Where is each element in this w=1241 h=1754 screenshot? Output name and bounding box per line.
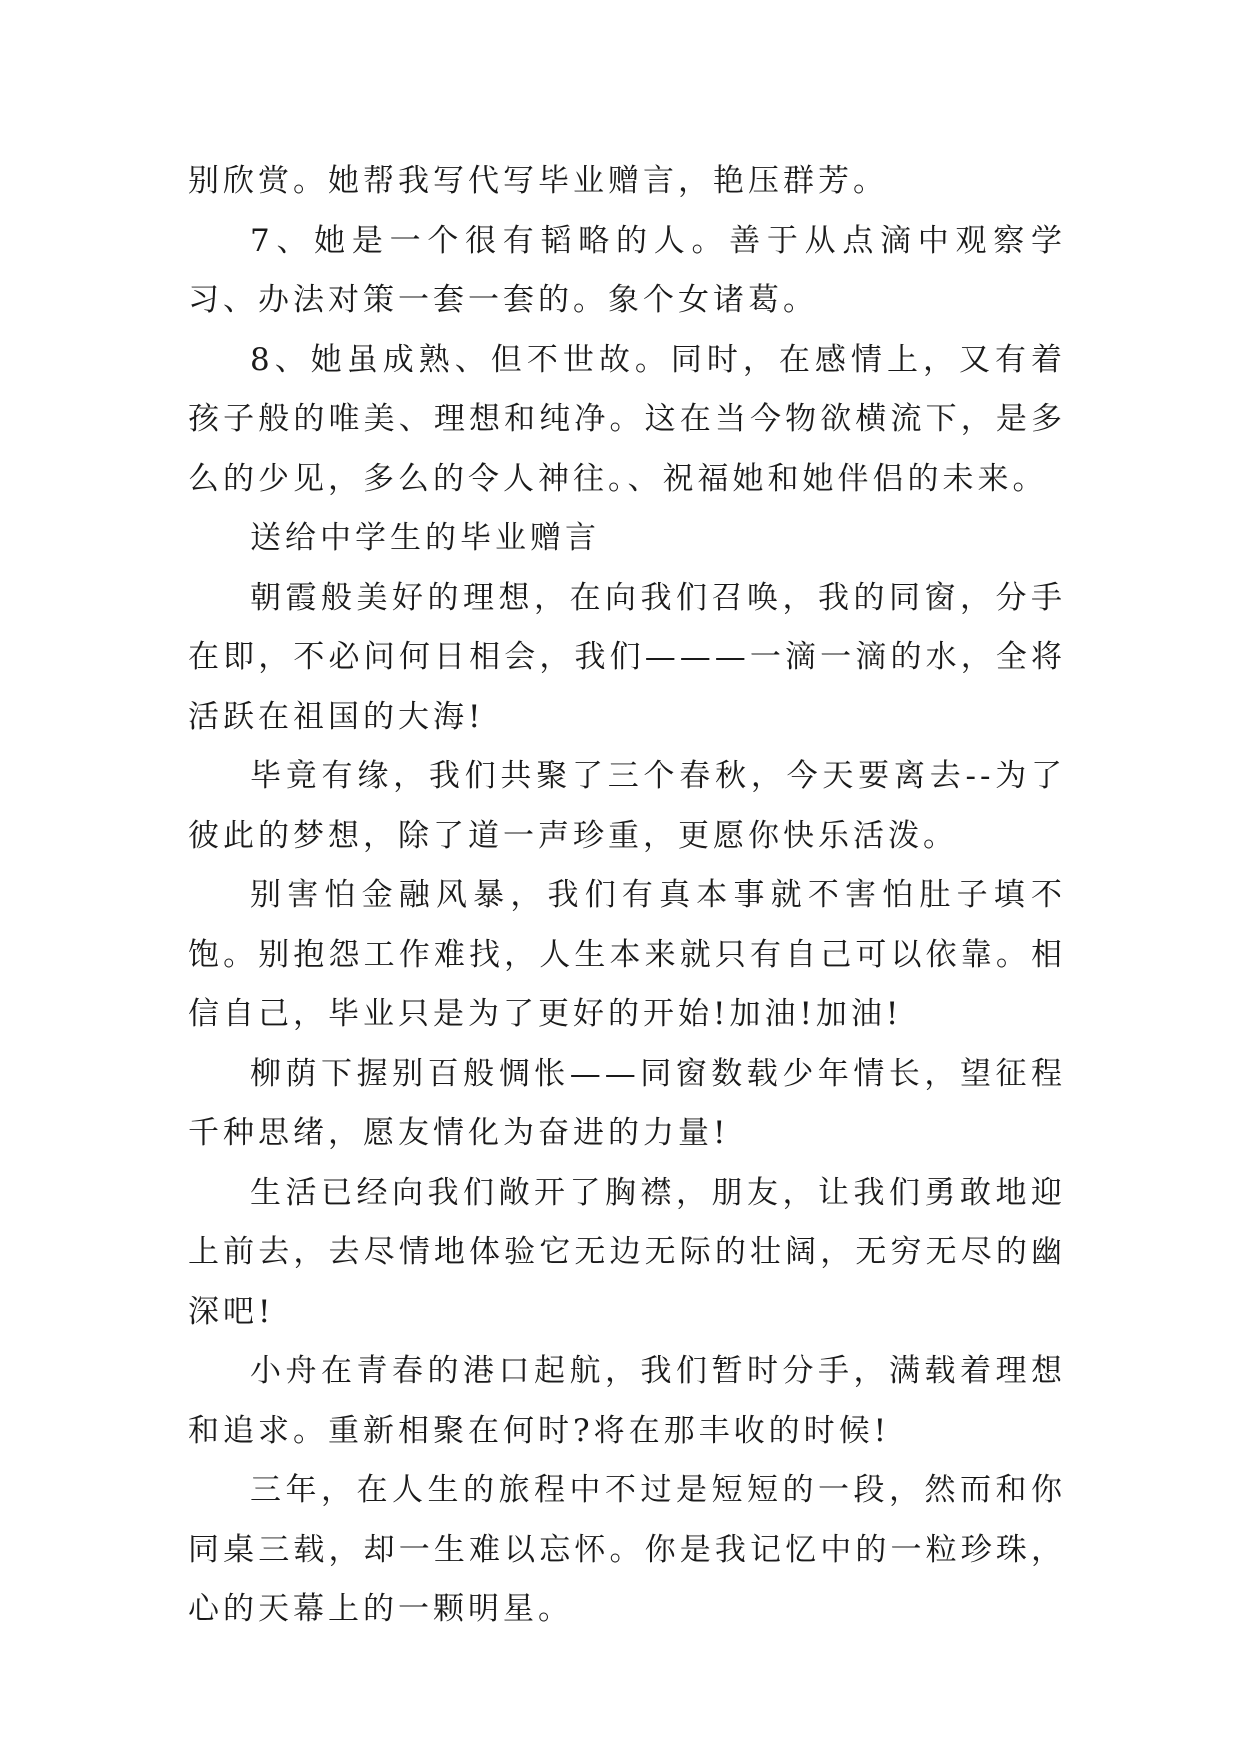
section-heading: 送给中学生的毕业赠言 xyxy=(250,520,600,556)
paragraph-5: 朝霞般美好的理想，在向我们召唤，我的同窗，分手在即，不必问何日相会，我们———一滴一滴的水，全将活跃在祖国的大海! xyxy=(188,579,1066,735)
paragraph-2: 7、她是一个很有韬略的人。善于从点滴中观察学习、办法对策一套一套的。象个女诸葛。 xyxy=(188,222,1066,318)
document-page xyxy=(188,152,1066,1640)
paragraph-6: 毕竟有缘，我们共聚了三个春秋，今天要离去--为了彼此的梦想，除了道一声珍重，更愿你快乐活泼。 xyxy=(188,758,1066,854)
paragraph-10: 小舟在青春的港口起航，我们暂时分手，满载着理想和追求。重新相聚在何时?将在那丰收的时候! xyxy=(188,1353,1066,1449)
paragraph-9: 生活已经向我们敞开了胸襟，朋友，让我们勇敢地迎上前去，去尽情地体验它无边无际的壮阔，无穷无尽的幽深吧! xyxy=(188,1174,1066,1330)
paragraph-8: 柳荫下握别百般惆怅——同窗数载少年情长，望征程千种思绪，愿友情化为奋进的力量! xyxy=(188,1055,1066,1151)
paragraph-3: 8、她虽成熟、但不世故。同时，在感情上，又有着孩子般的唯美、理想和纯净。这在当今物欲横流下，是多么的少见，多么的令人神往。、祝福她和她伴侣的未来。 xyxy=(188,341,1066,497)
paragraph-11: 三年，在人生的旅程中不过是短短的一段，然而和你同桌三载，却一生难以忘怀。你是我记忆中的一粒珍珠，心的天幕上的一颗明星。 xyxy=(188,1472,1066,1627)
paragraph-7: 别害怕金融风暴，我们有真本事就不害怕肚子填不饱。别抱怨工作难找，人生本来就只有自己可以依靠。相信自己，毕业只是为了更好的开始!加油!加油! xyxy=(188,877,1066,1032)
paragraph-1: 别欣赏。她帮我写代写毕业赠言，艳压群芳。 xyxy=(188,163,888,199)
